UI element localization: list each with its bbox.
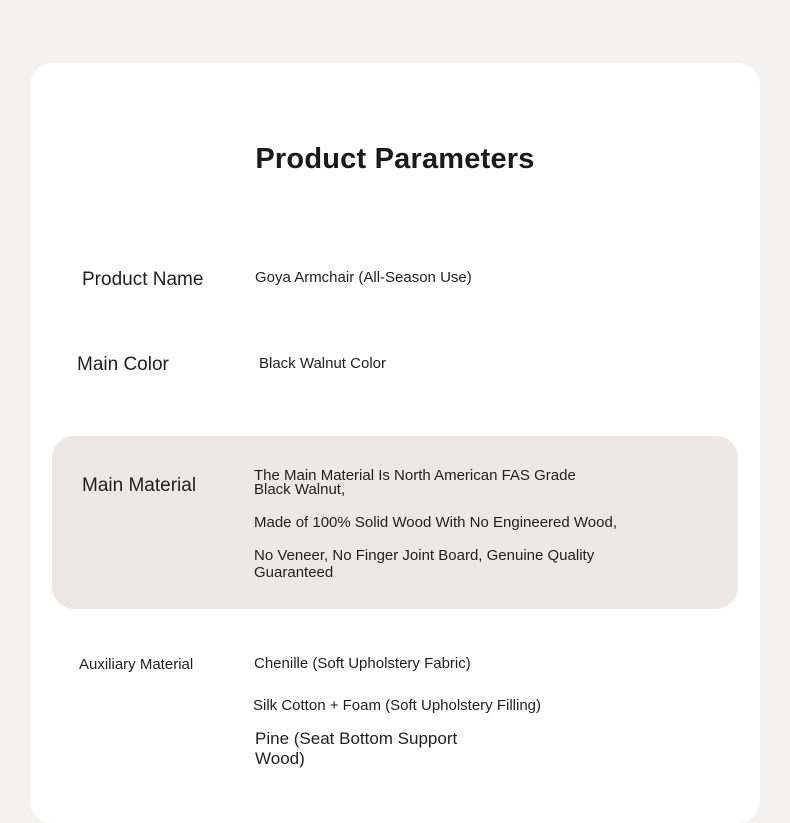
product-name-value: Goya Armchair (All-Season Use)	[255, 269, 472, 286]
main-color-value: Black Walnut Color	[259, 355, 386, 372]
product-name-label: Product Name	[82, 269, 204, 290]
auxiliary-material-value-1: Chenille (Soft Upholstery Fabric)	[254, 655, 471, 672]
page-title: Product Parameters	[255, 143, 535, 175]
main-material-value-1: The Main Material Is North American FAS Grade Black Walnut,	[254, 467, 576, 498]
product-parameters-card	[30, 63, 760, 823]
auxiliary-material-label: Auxiliary Material	[79, 656, 194, 673]
auxiliary-material-value-3: Pine (Seat Bottom Support Wood)	[255, 729, 458, 768]
main-material-value-2: Made of 100% Solid Wood With No Engineered Wood,	[254, 514, 617, 531]
main-material-value-3: No Veneer, No Finger Joint Board, Genuine Quality Guaranteed	[254, 547, 595, 581]
auxiliary-material-value-2: Silk Cotton + Foam (Soft Upholstery Filling)	[253, 697, 542, 714]
main-color-label: Main Color	[77, 354, 169, 375]
main-material-label: Main Material	[82, 475, 197, 496]
